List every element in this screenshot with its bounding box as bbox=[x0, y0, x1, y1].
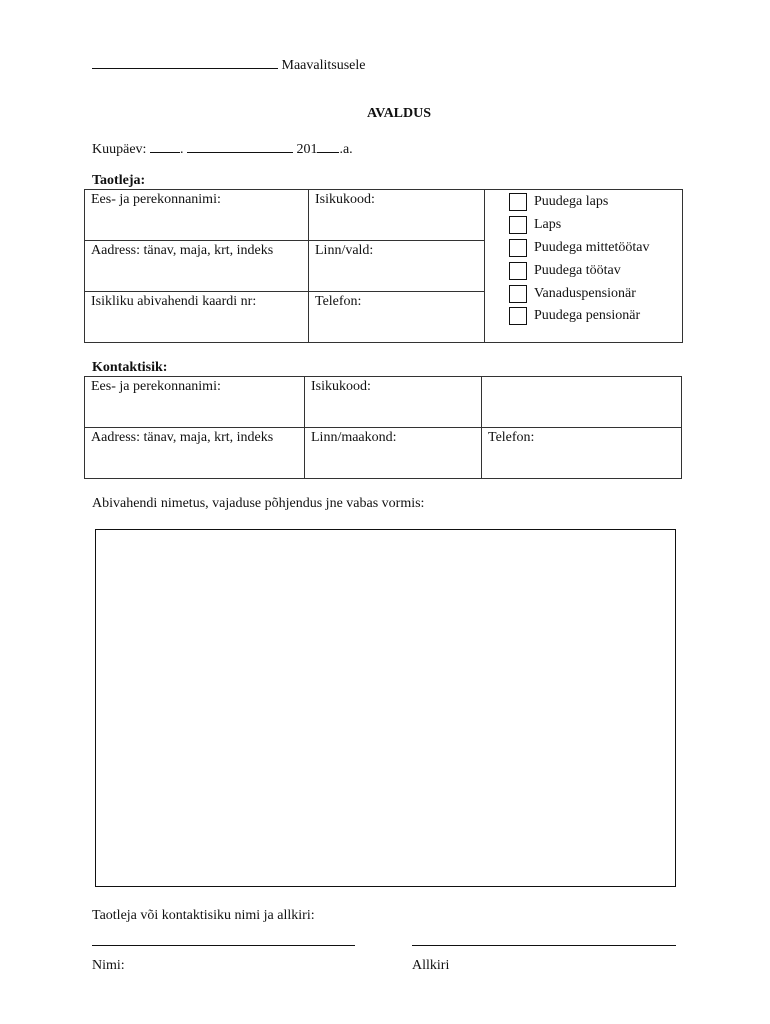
addressee-label: Maavalitsusele bbox=[281, 58, 366, 73]
applicant-name-field[interactable]: Ees- ja perekonnanimi: bbox=[85, 190, 309, 241]
category-item[interactable] bbox=[509, 237, 682, 260]
category-label: Puudega laps bbox=[534, 194, 609, 210]
date-dot: . bbox=[179, 142, 184, 157]
date-year-prefix: 201 bbox=[296, 142, 318, 157]
category-label: Puudega mittetöötav bbox=[534, 239, 650, 255]
category-item[interactable] bbox=[509, 214, 682, 237]
contact-heading: Kontaktisik: bbox=[92, 360, 168, 375]
applicant-id-field[interactable]: Isikukood: bbox=[309, 190, 485, 241]
page-title: AVALDUS bbox=[366, 106, 432, 121]
name-signature-line[interactable] bbox=[92, 945, 355, 946]
checkbox[interactable] bbox=[509, 193, 527, 211]
contact-table bbox=[84, 376, 682, 479]
category-item[interactable] bbox=[509, 191, 682, 214]
contact-phone-field[interactable]: Telefon: bbox=[482, 428, 682, 479]
category-checklist bbox=[509, 191, 682, 328]
signature-label: Taotleja või kontaktisiku nimi ja allkiri: bbox=[92, 908, 315, 923]
checkbox[interactable] bbox=[509, 262, 527, 280]
applicant-category-cell bbox=[485, 190, 683, 343]
allkiri-signature-line[interactable] bbox=[412, 945, 676, 946]
contact-id-field[interactable]: Isikukood: bbox=[305, 377, 482, 428]
contact-address-field[interactable]: Aadress: tänav, maja, krt, indeks bbox=[85, 428, 305, 479]
date-line bbox=[92, 140, 353, 158]
date-month-blank[interactable] bbox=[187, 140, 293, 153]
addressee-blank[interactable] bbox=[92, 56, 278, 69]
contact-name-field[interactable]: Ees- ja perekonnanimi: bbox=[85, 377, 305, 428]
applicant-phone-field[interactable]: Telefon: bbox=[309, 292, 485, 343]
category-label: Laps bbox=[534, 217, 562, 233]
applicant-address-field[interactable]: Aadress: tänav, maja, krt, indeks bbox=[85, 241, 309, 292]
addressee-line bbox=[92, 56, 365, 74]
applicant-city-field[interactable]: Linn/vald: bbox=[309, 241, 485, 292]
category-label: Puudega töötav bbox=[534, 262, 621, 278]
category-label: Vanaduspensionär bbox=[534, 285, 636, 301]
category-item[interactable] bbox=[509, 282, 682, 305]
free-text-label: Abivahendi nimetus, vajaduse põhjendus jne vabas vormis: bbox=[92, 496, 425, 511]
date-day-blank[interactable] bbox=[150, 140, 180, 153]
category-item[interactable] bbox=[509, 259, 682, 282]
category-label: Puudega pensionär bbox=[534, 308, 641, 324]
name-label: Nimi: bbox=[92, 958, 125, 973]
applicant-heading: Taotleja: bbox=[92, 173, 146, 188]
date-label: Kuupäev: bbox=[92, 142, 147, 157]
applicant-card-field[interactable]: Isikliku abivahendi kaardi nr: bbox=[85, 292, 309, 343]
applicant-table bbox=[84, 189, 683, 343]
checkbox[interactable] bbox=[509, 216, 527, 234]
date-year-blank[interactable] bbox=[317, 140, 339, 153]
free-text-box[interactable] bbox=[95, 529, 676, 887]
checkbox[interactable] bbox=[509, 239, 527, 257]
date-year-suffix: .a. bbox=[339, 142, 353, 157]
contact-empty-field[interactable] bbox=[482, 377, 682, 428]
checkbox[interactable] bbox=[509, 307, 527, 325]
checkbox[interactable] bbox=[509, 285, 527, 303]
contact-county-field[interactable]: Linn/maakond: bbox=[305, 428, 482, 479]
allkiri-label: Allkiri bbox=[412, 958, 450, 973]
category-item[interactable] bbox=[509, 305, 682, 328]
